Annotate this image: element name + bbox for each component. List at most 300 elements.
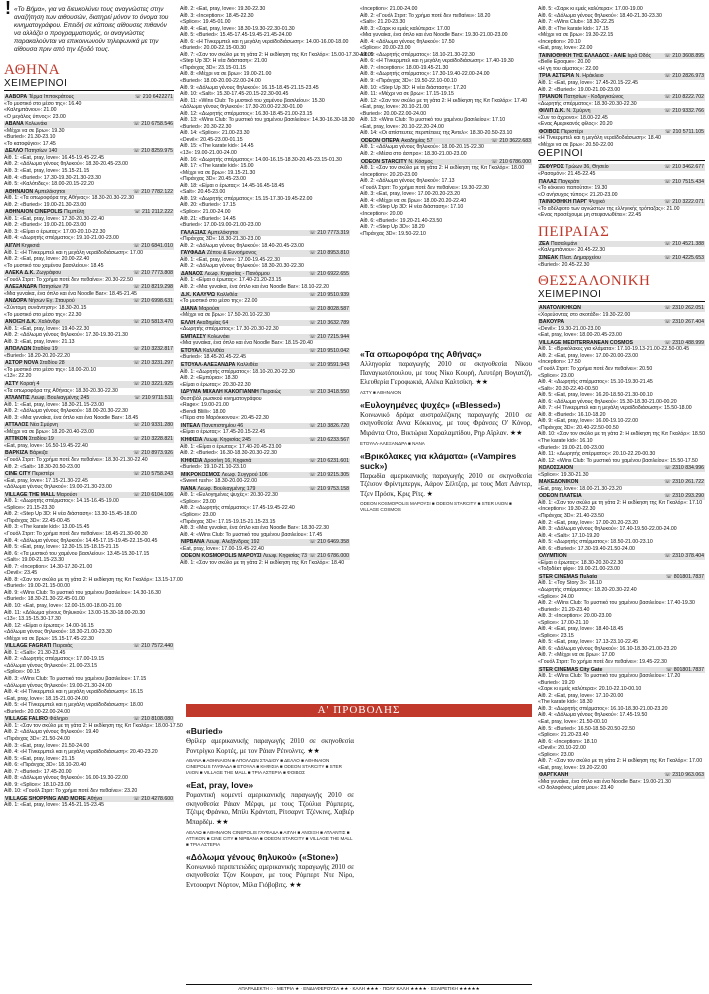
showtime-line: Αίθ. 1: «Σαν τον σκύλο με τη γάτα 2: Η εκδίκηση της Κιτ Γκαλόρ»: 18.00-17.50 <box>4 722 183 729</box>
showtime-line: Αίθ. 5: «Eat, pray, love»: 21.15 <box>4 755 75 762</box>
cinema-name: ΦΙΛΙΠ Δ.Κ. <box>539 108 565 115</box>
cinema-name-group <box>539 493 582 500</box>
cinema-name: ΑΤΛΑΝΤΙΣ <box>5 395 30 402</box>
review-title: «Eat, pray, love» <box>186 780 254 791</box>
showtime-line: Αίθ. 15: «The karate kid»: 14.45 <box>180 143 254 150</box>
cinema-name: ΝΙΡΒΑΝΑ <box>181 539 205 546</box>
cinema-name: ΜΙΚΡΟΚΟΣΜΟΣ <box>181 471 221 478</box>
cinema-name: VILLAGE FALIRO <box>5 716 48 723</box>
showtime-line: «Buried»: 18.00-20.00-22.00-24.00 <box>180 78 261 85</box>
cinema-phone: ☏ 210 3228.821 <box>133 436 173 443</box>
cinema-name-group <box>181 362 258 369</box>
review-body <box>186 738 354 756</box>
showtime-line: Αίθ. 6: «Δόλωμα γένους θηλυκού»: 18.40-21.30-23.30 <box>538 12 662 19</box>
showtime-line: «Πιράνχας 3D»: 21.50-24.00 <box>4 735 70 742</box>
cinema-phone: ☏ 210 5758.243 <box>133 471 173 478</box>
cinema-name: ΖΕΦΥΡΟΣ <box>539 164 564 171</box>
cinema-phone: ☏ 210 3622.683 <box>491 137 531 144</box>
cinema-name-group <box>5 94 74 101</box>
cinema-name-group <box>5 716 68 723</box>
showtime-line: Αίθ. 1: «Salt»: 21.30-23.45 <box>4 649 66 656</box>
showtime-line: Αίθ. 1: «Σαν τον σκύλο με τη γάτα 2: Η εκδίκηση της Κιτ Γκαλόρ»: 17.10 <box>538 499 703 506</box>
review-title: «Ευλογημένες ψυχές» («Blessed») <box>360 399 501 410</box>
showtime-line: «Splice»: 17.00-21.10 <box>538 619 589 626</box>
showtime-line: Αίθ. 5: «Δωρητής σπέρματος»: 18.10-21.30-22.30 <box>360 51 475 58</box>
showtime-line: Αίθ. 4: «Δόλωμα γένους θηλυκού»: 17.50 <box>360 38 455 45</box>
cinema-name-group <box>5 319 60 326</box>
cinema-name: ΑΣΤΥ <box>5 380 19 387</box>
cinema-phone: ☏ 210 4278.600 <box>133 795 173 802</box>
showtime-line: Αίθ. 17: «The karate kid»: 15.00 <box>180 163 254 170</box>
cinema-name-group <box>181 250 256 257</box>
cinema-phone: ☏ 210 3232.817 <box>133 346 173 353</box>
showtime-line: Αίθ. 3: «Δόλωμα γένους θηλυκού»: 17.40-19.50-22.00-24.00 <box>538 526 677 533</box>
review-text: Αλληγορία παραγωγής 2010 σε σκηνοθεσία Νίκου Παναγιωτόπουλου, με τους Νίκο Κουρή, Λευτέρη Βογιατζή, Ελευθερία Γεροφωκιά, Αλέκα Καλτσίκη. <box>360 361 532 387</box>
showtime-line: Αίθ. 2: «Δόλωμα γένους θηλυκού»: 18.00-20.30-22.30 <box>4 408 128 415</box>
showtime-line: «13»: 13.15-15.30-17.30 <box>4 616 61 623</box>
showtime-line: «Γουόλ Στριτ: Το χρήμα ποτέ δεν πεθαίνει»: 18.30-21.30-22.40 <box>4 456 148 463</box>
listings-column-4 <box>538 6 705 991</box>
cinema-phone: ☏ 210 9711.511 <box>134 395 173 402</box>
showtime-line: Αίθ. 1: «Eat, pray, love»: 16.45-19.45-22.45 <box>4 154 104 161</box>
showtime-line: Αίθ. 2: «Eat, pray, love»: 19.30-22.30 <box>180 6 266 12</box>
showtime-line: «Μια γυναίκα, ένα όπλο και ένα Noodle Bar»: 18.45-21.45 <box>4 290 137 297</box>
cinema-name: ODEON ΟΠΕΡΑ <box>361 137 400 144</box>
showtime-line: «Inception»: 20.10 <box>538 38 581 45</box>
cinema-phone: ☏ 210 7215.944 <box>309 333 349 340</box>
showtime-line: Αίθ. 5: «Καλότιδες»: 18.00-20.15-22.20 <box>4 181 94 188</box>
showtime-line: «Δόλωμα γένους θηλυκού»: 19.00-21.30-23.00 <box>4 484 112 491</box>
showtime-line: Αίθ. 1: «Wins Club: Το μυστικό του χαμένου βασιλείου»: 17.20 <box>538 673 681 680</box>
cinema-name: ΝΑΝΑ <box>181 485 196 492</box>
rating-stars: ★★ <box>509 428 523 437</box>
cinema-name: ΑΙΓΛΗ <box>5 243 20 250</box>
showtime-line: Αίθ. 12: «Wins Club: Το μυστικό του χαμένου βασιλείου»: 15.50-17.50 <box>538 457 698 464</box>
cinema-address: Μαρούσι <box>198 305 220 312</box>
showtime-line: Αίθ. 3: «Eat, pray, love»: 17.00-20.20-23.20 <box>360 191 460 198</box>
showtime-line: Αίθ. 5: «Eat, pray, love»: 16.20-18.50-21.30-00.10 <box>538 392 653 399</box>
showtime-line: Αίθ. 2: «Δόλωμα γένους θηλυκού»: 18.30-20.45-23.00 <box>4 161 128 168</box>
cinema-phone: ☏ 211 2112.222 <box>134 209 173 216</box>
showtime-line: «Devil»: 20.45-23.00-01.15 <box>180 136 243 143</box>
showtime-line: «Το μυστικό στο μέσο της»: 18.00-20.10 <box>4 366 97 373</box>
cinema-address: Καλλιθέα <box>236 361 258 368</box>
showtime-line: Αίθ. 2: «Δόλωμα γένους θηλυκού»: 18.30-20.30-22.30 <box>180 263 304 270</box>
showtime-line: «Συν το άχρονο»: 18.00-22.45 <box>538 114 608 121</box>
showtime-line: Αίθ. 4: «Eat, pray, love»: 18.40-18.45 <box>538 626 624 633</box>
cinema-phone: ☏ 2310 834.996 <box>664 465 704 472</box>
cinema-name-group <box>5 422 58 429</box>
cinema-address: Ιερά Οδός <box>627 52 651 59</box>
cinema-name: ΦΟΙΒΟΣ <box>539 128 560 135</box>
showtime-line: Αίθ. 13: «Wins Club: Το μυστικό του χαμένου βασιλείου»: 17.10 <box>360 117 506 124</box>
cinema-address: Περιστέρι <box>561 128 583 135</box>
showtime-line: Αίθ. 10: «Eat, pray, love»: 12.00-15.00-18.00-21.00 <box>4 603 122 610</box>
cinema-name-group <box>181 553 307 560</box>
showtime-line: «Είμαι ο έρωτας»: 20.30-22.30 <box>180 381 251 388</box>
showtime-line: «Μια γυναίκα, ένα όπλο και ένα Noodle Bar»: 18.15-20.40 <box>180 340 313 347</box>
cinema-phone: ☏ 801801.7837 <box>665 573 704 580</box>
cinema-name: ΑΝΟΙΞΗ Δ.Κ. <box>5 319 37 326</box>
cinema-address: Σταδίου 19 <box>28 436 54 443</box>
cinema-address: Αθήνα <box>87 795 103 802</box>
cinema-phone: ☏ 210 5711.105 <box>664 128 704 135</box>
showtime-line: «Δόλωμα γένους θηλυκού»: 17.30-20.00-22.30-01.00 <box>180 104 303 111</box>
cinema-name: STER CINEMAS City Gate <box>539 666 603 673</box>
cinema-phone: ☏ 210 6841.010 <box>133 243 173 250</box>
showtime-line: Αίθ. 11: «Δωρητής σπέρματος»: 20.10-22.20-00.30 <box>538 451 656 458</box>
showtime-line: «Πιράνχας 3D»: 21.40-23.50 <box>538 513 604 519</box>
showtime-line: Αίθ. 7: «Wins Club»: 18.30-22.25 <box>538 19 615 26</box>
cinema-address: Ν. Κόσμος <box>408 158 433 165</box>
cinema-phone: ☏ 210 6233.567 <box>309 437 349 443</box>
showtime-line: «Buried»: 20.45-22.30 <box>538 261 590 268</box>
cinema-address: Λεωφ. Βουλιαγμένης 179 <box>197 485 256 492</box>
showtime-line: Αίθ. 3: «Σαρκ κι εμείς καλύτερα»: 17.00 <box>360 25 451 32</box>
cinema-address: Λεωφ. Συγγρού 106 <box>221 471 268 478</box>
cinema-name-group <box>539 199 605 206</box>
showtime-line: Αίθ. 5: «Η Τίνκερμπελ και η μεγάλη νεραϊδοδιάσωση»: 18.00 <box>4 702 143 709</box>
showtime-line: «Splice»: 24.00 <box>538 593 574 600</box>
cinema-phone: ☏ 210 3462.677 <box>664 164 704 171</box>
showtime-line: Αίθ. 6: «Πιράνχας 3D»: 18.10-20.40 <box>4 762 87 769</box>
showtime-line: Αίθ. 6: «Δόλωμα γένους θηλυκού»: 15.30-18.30-21.00-00.20 <box>538 398 677 405</box>
showtime-line: Αίθ. 2: «Μέσα στο άσπρο»: 18.30-21.00-23.00 <box>360 151 467 158</box>
rating-stars: ★ <box>426 489 433 498</box>
showtime-line: Αίθ. 5: «Eat, pray, love»: 12.30-15.15-18.15-21.15 <box>4 544 119 551</box>
cinema-address: Πατησίων 79 <box>38 284 69 291</box>
cinema-name-group <box>539 255 601 262</box>
showtime-line: Αίθ. 2: «Δόλωμα γένους θηλυκού»: 18.40-20.45-23.00 <box>180 242 304 249</box>
cinema-phone: ☏ 210 5813.470 <box>133 319 173 326</box>
review-cinemas: ΑΣΤΥ ■ ΑΘΗΝΑΙΟΝ <box>360 389 402 395</box>
cinema-phone: ☏ 210 7773.808 <box>133 270 173 277</box>
cinema-phone: ☏ 210 6469.358 <box>309 539 349 546</box>
showtime-line: «Μέχρι να σε βρω»: 20.50-22.00 <box>538 141 614 148</box>
showtime-line: «Μέχρι να σε βρω»: 19.30 <box>4 127 65 134</box>
cinema-name: ΓΑΛΑΞΙΑΣ <box>181 229 207 236</box>
showtime-line: «Ενας προσέχουμε μη στεφανωθέτει»: 22.45 <box>538 212 642 219</box>
cinema-phone: ☏ 210 8222.702 <box>664 94 704 101</box>
cinema-name: ΑΠΟΛΛΩΝ <box>5 346 32 353</box>
cinema-address: Ζωγράφου <box>36 270 62 277</box>
showtime-line: «Η Τίνκερμπελ και η μεγάλη νεραϊδοδιάσωση»: 18.40 <box>538 135 661 142</box>
showtime-line: «Ο ανήσυχος τύπος»: 21.20-23.00 <box>538 191 618 198</box>
cinema-phone: ☏ 2310 963.063 <box>664 772 704 779</box>
cinema-phone: ☏ 210 4521.388 <box>664 240 704 247</box>
showtime-line: Αίθ. 8: «Δωρητής σπέρματος»: 17.30-19.40-22.00-24.00 <box>360 71 490 78</box>
cinema-name-group <box>539 465 573 472</box>
showtime-line: Αίθ. 7: «Buried»: 17.45-20.00 <box>4 768 72 775</box>
review-title: «Τα οπωροφόρα της Αθήνας» <box>360 349 482 359</box>
showtime-line: Αίθ. 4: «Μέχρι να σε βρω»: 18.00-20.20-22.40 <box>360 197 467 204</box>
showtime-line: «Splice»: 23.15 <box>538 632 574 639</box>
showtime-line: Αίθ. 8: «Δόλωμα γένους θηλυκού»: 16.00-19.30-22.00 <box>4 775 128 782</box>
cinema-name: VILLAGE FAGRATI <box>5 643 52 650</box>
cinema-phone: ☏ 210 3231.297 <box>133 360 173 367</box>
showtime-line: Αίθ. 3: «Eat, pray, love»: 15.15-21.15 <box>4 168 90 175</box>
showtime-line: Αίθ. 4: «Η Τίνκερμπελ και η μεγάλη νεραϊδοδιάσωση»: 16.15 <box>4 689 143 696</box>
showtime-line: «Buried»: 18.30-21.30-22.45-01.00 <box>4 596 85 603</box>
showtime-line: «Buried»: 20.30-22.30 <box>180 123 232 130</box>
cinema-name: ΟΛΥΜΠΙΟΝ <box>539 553 567 560</box>
cinema-address: Τρώων 36, Θησείο <box>565 164 609 171</box>
review-body <box>186 864 354 891</box>
cinema-name-group <box>5 436 54 443</box>
cinema-address: Λεωφ. Κηφισίας - Πανόρμου <box>204 270 270 277</box>
cinema-name: ΑΛΕΞΑΝΔΡΑ <box>5 284 38 291</box>
review-body <box>186 792 354 827</box>
cinema-name: ΑΛΕΚΑ Δ.Κ. <box>5 270 35 277</box>
showtime-line: «Salt»: 21.20-23.30 <box>360 19 406 26</box>
premieres-banner: Α' ΠΡΟΒΟΛΗΣ <box>186 704 532 717</box>
showtime-line: Αίθ. 12: «Δωρητής σπέρματος»: 16.30-18.45-21.00-23.15 <box>180 110 313 117</box>
cinema-phone: ☏ 210 8953.810 <box>309 250 349 257</box>
cinema-phone: ☏ 2310 488.999 <box>664 339 704 346</box>
showtime-line: Αίθ. 1: «Eat, pray, love»: 15.45-21.15-23.45 <box>4 802 104 809</box>
cinema-phone: ☏ 801801.7837 <box>665 666 704 673</box>
cinema-phone: ☏ 2310 261.722 <box>664 479 704 486</box>
showtime-line: Αίθ. 3: «The karate kid»: 13.00-15.45 <box>4 524 90 531</box>
showtime-line: Αίθ. 19: «Δωρητής σπέρματος»: 15.15-17.30-19.45-22.00 <box>180 195 313 202</box>
cinema-address: Πατησίων - Κοδριγκτώνος <box>563 94 624 101</box>
showtime-line: «Μια γυναίκα, ένα όπλο και ένα Noodle Bar»: 19.30-21.00-23.00 <box>360 32 508 39</box>
showtime-line: Αίθ. 8: «Buried»: 16.10-18.20 <box>538 411 606 418</box>
review-body <box>360 361 532 388</box>
cinema-name-group <box>539 553 567 560</box>
showtime-line: «Belle Epoque»: 20.00 <box>538 59 591 66</box>
showtime-line: «Rage»: 19.00-21.00 <box>180 402 229 409</box>
cinema-name: CINE CITY <box>5 471 31 478</box>
cinema-name-group <box>181 539 259 546</box>
cinema-phone: ☏ 210 9753.158 <box>309 485 349 492</box>
rating-legend: ΑΠΑΡΑΔΕΚΤΗ ○ · ΜΕΤΡΙΑ ★ · ΕΝΔΙΑΦΕΡΟΥΣΑ ★★ · ΚΑΛΗ ★★★ · ΠΟΛΥ ΚΑΛΗ ★★★★ · ΕΞΑΙΡΕΤΙΚΗ ★★★★★ <box>186 984 532 993</box>
showtime-line: «Μέχρι να σε βρω»: 18.20-20.40-23.00 <box>4 428 94 435</box>
showtime-line: «Buried»: 18.45-20.45-22.45 <box>180 354 247 361</box>
cinema-address: Πλατ. Δημαρχείου <box>559 254 601 261</box>
cinema-address: Ν. Σμύρνη <box>566 108 591 115</box>
cinema-address: Νέα Σμύρνη <box>29 422 58 429</box>
cinema-name: ΑΣΤΟΡ NOVA <box>5 360 39 367</box>
showtime-line: Αίθ. 4: «Wins Club: Το μυστικό του χαμένου βασιλείου»: 17.45 <box>180 531 323 538</box>
cinema-phone: ☏ 210 6422271 <box>134 94 173 100</box>
cinema-address: Πανεπιστημίου 46 <box>201 422 244 429</box>
cinema-name-group <box>5 346 58 353</box>
cinema-name: ΑΝΔΟΡΑ <box>5 298 27 305</box>
showtime-line: Αίθ. 3: «Inception»: 18.45-22.30 <box>180 12 254 19</box>
cinema-phone: ☏ 210 3221.925 <box>133 380 173 387</box>
showtime-line: Αίθ. 1: «Eat, pray, love»: 18.30-21.15-23.00 <box>4 401 104 408</box>
cinema-address: Καλλιθέα <box>203 347 225 354</box>
season-heading: ΧΕΙΜΕΡΙΝΟΙ <box>538 289 705 302</box>
showtime-line: «Buried»: 20.00-22.00-24.00 <box>360 110 427 117</box>
showtime-line: «Τα οπωροφόρα της Αθήνας»: 18.30-20.30-22.30 <box>4 387 118 394</box>
showtime-line: Αίθ. 4: «Δωρητής σπέρματος»: 19.10-21.00-23.00 <box>4 235 119 242</box>
city-heading: ΘΕΣΣΑΛΟΝΙΚΗ <box>538 273 651 290</box>
showtime-line: Αίθ. 1: «Δόλωμα γένους θηλυκού»: 18.00-20.15-22.30 <box>360 144 484 151</box>
cinema-phone: ☏ 210 7782.122 <box>133 188 173 195</box>
showtime-line: «Το κόκκινο παπούτσι»: 19.30 <box>538 185 608 192</box>
cinema-phone: ☏ 210 8108.080 <box>133 716 173 723</box>
showtime-line: Αίθ. 6: «Η Τίνκερμπελ και η μεγάλη νεραϊδοδιάσωση»: 14.00-16.00-18.00 <box>180 38 349 45</box>
showtime-line: «Buried»: 19.00-21.15-00.00 <box>4 583 71 590</box>
showtime-line: Αίθ. 2: «Γουόλ Στριτ: Το χρήμα ποτέ δεν πεθαίνει»: 18.20 <box>360 12 491 19</box>
showtime-line: Αίθ. 9: «Eat, pray, love»: 16.00-19.10-22.00 <box>538 418 638 425</box>
cinema-name-group <box>5 643 73 650</box>
showtime-line: Αίθ. 1: «Η Τίνκερμπελ και η μεγάλη νεραϊδοδιάσωση»: 17.00 <box>4 249 143 256</box>
cinema-address: Τέρμα Ιπποκράτους <box>28 94 75 100</box>
cinema-name: ΚΗΦΙΣΙΑ <box>181 457 203 464</box>
cinema-name-group <box>5 381 39 388</box>
showtime-line: «Eat, pray, love»: 17.00-19.45-22.40 <box>180 545 264 552</box>
showtime-line: Αίθ. 10: «Step Up 3D: Η νέα διάσταση»: 17.20 <box>360 84 467 91</box>
showtime-line: «Splice»: 23.00 <box>538 372 574 379</box>
showtime-line: «13»: 19.00-21.00-24.00 <box>180 150 237 157</box>
showtime-line: «Δόλωμα γένους θηλυκού»: 21.00-23.15 <box>4 662 98 669</box>
cinema-name: ΑΘΗΝΑΙΟΝ <box>5 188 34 195</box>
showtime-line: Αίθ. 5: «Δωρητής σπέρματος»: 18.50-21.00-23.10 <box>538 539 653 546</box>
showtime-line: «Bendi Bliili»: 18.00 <box>180 408 226 415</box>
showtime-line: «Inception»: 20.00 <box>360 210 403 217</box>
cinema-address: Δροσίνη 16, Κηφισιά <box>203 457 252 464</box>
showtime-line: «Buried»: 21.30-23.10 <box>4 134 56 141</box>
showtime-line: Αίθ. 2: «Eat, pray, love»: 17.00-20.20-23.20 <box>538 519 638 526</box>
showtime-line: «Το μυστικό στο μέσο της»: 22.30 <box>4 311 82 318</box>
review-title: «Buried» <box>186 726 223 736</box>
cinema-header <box>180 553 350 560</box>
review-text: Ρομαντική κομεντί αμερικανικής παραγωγής 2010 σε σκηνοθεσία Ράιαν Μέρφι, με τους Τζούλια Ρόμπερτς, Τζέιμς Φράνκο, Μπίλι Κράνταπ, Ρίτσαρντ Τζένκινς, Χαβιέρ Μπαρδέμ. <box>186 792 354 826</box>
showtime-line: Αίθ. 4: «Δωρητής σπέρματος»: 15.10-19.30-21.45 <box>538 379 653 386</box>
review-text: Κοινωνικό περιπετειώδες αμερικανικής παραγωγής 2010 σε σκηνοθεσία Τζον Κουραν, με τους Ρόμπερτ Ντε Νίρο, Εντουαρντ Νόρτον, Μίλα Γιόβοβιτς. <box>186 863 354 889</box>
cinema-name: ΤΑΙΝΙΟΘΗΚΗ ΤΗΣ ΕΛΛΑΔΟΣ - ΑΑΙΕ <box>539 52 627 59</box>
showtime-line: Αίθ. 6: «Τα μυστικό του χαμένου βασιλείου»: 13.45-15.30-17.15 <box>4 550 150 557</box>
showtime-line: «Ο μεγάλος ύπνος»: 23.00 <box>4 113 66 120</box>
cinema-name: ΒΑΚΟΥΡΑ <box>539 319 565 326</box>
showtime-line: «Buried»: 20.00-22.15-00.30 <box>180 45 247 52</box>
showtime-line: Αίθ. 2: «Eat, pray, love»: 20.00-22.40 <box>4 256 90 263</box>
cinema-name: ΔΑΝΑΟΣ <box>181 270 203 277</box>
showtime-line: Αίθ. 14: «Οι απίστευτες περιπέτειες της Άντελ»: 18.30-20.50-23.10 <box>360 130 513 137</box>
cinema-phone: ☏ 210 9510.042 <box>309 347 349 354</box>
cinema-address: Λεωφ. Αλεξάνδρας 192 <box>206 539 260 546</box>
cinema-phone: ☏ 210 6758.546 <box>133 121 173 128</box>
showtime-line: «Μέχρι να σε βρω»: 17.50-20.10-22.30 <box>180 312 270 319</box>
review-body <box>360 473 532 500</box>
showtime-line: Αίθ. 6: «Η Τίνκερμπελ και η μεγάλη νεραϊδοδιάσωση»: 17.40-19.30 <box>360 58 514 65</box>
showtime-line: Αίθ. 3: «Eat, pray, love»: 21.13 <box>4 338 75 345</box>
cinema-name: ΕΛΛΗ <box>181 319 196 326</box>
showtime-line: «Splice»: 20.00-23.00 <box>360 45 411 52</box>
cinema-name-group <box>5 471 54 478</box>
showtime-line: Αίθ. 2: «Δωρητής σπέρματος»: 17.00-19.15 <box>4 656 105 663</box>
showtime-line: Αίθ. 5: «Eat, pray, love»: 17.13-23.10-22.45 <box>538 639 638 646</box>
cinema-name: ODEON ΠΛΑΤΕΙΑ <box>539 493 582 500</box>
showtime-line: Αίθ. 7: «Η Τίνκερμπελ και η μεγάλη νεραϊδοδιάσωση»: 15.50-18.00 <box>538 405 692 412</box>
cinema-name-group <box>5 284 68 291</box>
cinema-address: Φάληρο <box>49 716 68 723</box>
cinema-address: Σταδίου 19 <box>32 346 58 353</box>
showtime-line: Αίθ. 3: «Μια γυναίκα, ένα όπλο και ένα Noodle Bar»: 18.45 <box>4 414 139 421</box>
showtime-line: Αίθ. 2: «Δόλωμα γένους θηλυκού»: 17.30-19.30-21.30 <box>4 332 128 339</box>
cinema-phone: ☏ 210 8973.926 <box>133 450 173 457</box>
cinema-phone: ☏ 210 2826.973 <box>664 73 704 80</box>
cinema-phone: ☏ 210 8028.587 <box>309 305 349 312</box>
showtime-line: «Πιράνχας 3D»: 20.40-22.50-00.50 <box>538 424 619 431</box>
showtime-line: Αίθ. 9: «Splice»: 18.10-23.00 <box>4 781 71 788</box>
showtime-line: Αίθ. 1: «Τα οπωροφόρα της Αθήνας»: 18.30-20.30-22.30 <box>4 195 134 202</box>
review-cinemas: ΕΤΟΥΑΛ-ΑΛΕΞΑΝΔΡΑ ■ ΝΑΝΑ <box>360 440 425 446</box>
showtime-line: «Salt»: 20.45-23.00 <box>180 189 226 196</box>
cinema-phone: ☏ 210 9332.766 <box>664 108 704 115</box>
cinema-name-group <box>539 94 624 101</box>
premieres-left <box>186 722 354 890</box>
showtime-line: Αίθ. 9: «Πιράνχας 3D»: 19.50-22.10-00.10 <box>360 78 457 85</box>
showtime-line: «Το μυστικό στο μέσο της»: 16.40 <box>4 100 82 107</box>
showtime-line: «Το αδέλφοτο των αγνώστων της ελληνικής τρόπαζας»: 21.00 <box>538 205 680 212</box>
showtime-line: «Splice»: 00.15 <box>4 669 40 676</box>
cinema-phone: ☏ 210 3632.789 <box>309 319 349 326</box>
cinema-phone: ☏ 210 8259.975 <box>133 148 173 155</box>
showtime-line: «Eat, pray, love»: 18.15-21.00-24.00 <box>4 695 88 702</box>
cinema-name-group <box>181 437 251 444</box>
showtime-line: Αίθ. 2: «Buried»: 19.00-21.00-23.00 <box>4 222 87 229</box>
cinema-address: Κηφισιά <box>21 243 40 250</box>
showtime-line: Αίθ. 14: «Splice»: 21.00-23.30 <box>180 130 250 137</box>
cinema-name: ODEON KOSMOPOLIS ΜΑΡΟΥΣΙ <box>181 553 262 560</box>
cinema-name: ΦΑΡΓΚΑΝΗ <box>539 772 569 779</box>
cinema-address: Κολωνάκι <box>207 333 230 340</box>
showtime-line: Αίθ. 4: «Δόλωμα γένους θηλυκού»: 17.45-19.50 <box>538 712 648 719</box>
showtime-line: Αίθ. 1: «Eat, pray, love»: 17.30-20.30-22.40 <box>4 215 104 222</box>
showtime-line: «Buried»: 19.00-21.00-23.00 <box>538 444 605 451</box>
showtime-line: «Δόλωμα γένους θηλυκού»: 19.00-21.30-24.00 <box>4 682 112 689</box>
showtime-line: «13»: 22.20 <box>4 373 32 380</box>
cinema-phone: ☏ 210 6786.000 <box>491 158 531 165</box>
cinema-phone: ☏ 210 3418.550 <box>309 389 349 396</box>
listings-column-2 <box>180 6 374 706</box>
showtime-line: «Γουόλ Στριτ: Το χρήμα ποτέ δεν πεθαίνει»: 19.45-22.30 <box>538 659 667 666</box>
showtime-line: Αίθ. 2: «Eat, pray, love»: 17.00-20.00-23.00 <box>538 352 638 359</box>
cinema-address: Πασαλιμάνι <box>550 240 578 247</box>
cinema-name: ΚΟΛΟΣΣΑΙΟΝ <box>539 465 573 472</box>
rating-stars: ★★ <box>307 746 320 755</box>
showtime-line: «Inception»: 20.20-23.00 <box>360 171 418 178</box>
cinema-address: Ζέπου & Ευνοήμονος <box>206 250 257 257</box>
cinema-name: STER CINEMAS Πυλαία <box>539 573 598 580</box>
showtime-line: «Splice»: 19.30-21.30 <box>538 471 589 478</box>
showtime-line: Αίθ. 1: «Δωρητής σπέρματος»: 18.10-20.20-22.30 <box>180 368 295 375</box>
showtime-line: Αίθ. 2: «Μια γυναίκα, ένα όπλο και ένα Noodle Bar»: 18.10-22.20 <box>180 283 329 290</box>
showtime-line: «Χορεύοντας στο σκοτάδι»: 19.30-22.00 <box>538 311 631 318</box>
cinema-name-group <box>539 319 564 326</box>
showtime-line: Αίθ. 5: «Σαρκ κι εμείς καλύτερα»: 17.00-19.00 <box>538 6 643 12</box>
listings-column-3 <box>360 6 532 346</box>
showtime-line: Αίθ. 4: «Δόλωμα γένους θηλυκού»: 14.45-17.15-19.45-22.15-00.45 <box>4 537 158 544</box>
showtime-line: Αίθ. 7: «Inception»: 14.30-17.30-21.00 <box>4 563 93 570</box>
listings-column-1 <box>4 6 183 991</box>
showtime-line: Αίθ. 8: «Σαν τον σκύλο με τη γάτα 2: Η εκδίκηση της Κιτ Γκαλόρ»: 13.15-17.00 <box>4 576 183 583</box>
showtime-line: Αίθ. 1: «Eat, pray, love»: 19.40-22.30 <box>4 325 90 332</box>
showtime-line: Αίθ. 6: «Inception»: 18.10 <box>538 738 597 745</box>
showtime-line: «Δωρητής σπέρματος»: 17.30-20.30-22.30 <box>180 326 279 333</box>
cinema-name: ΤΡΙΑ ΑΣΤΕΡΙΑ <box>539 73 575 80</box>
showtime-line: «Είμαι ο έρωτας»: 17.45-20.15-22.45 <box>180 429 266 436</box>
cinema-name: ΕΤΟΥΑΛ <box>181 347 202 354</box>
showtime-line: «Πιράνχας 3D»: 23.15-01.15 <box>180 64 246 71</box>
showtime-line: Αίθ. 7: «Σαν τον σκύλο με τη γάτα 2: Η εκδίκηση της Κιτ Γκαλόρ»: 17.00 <box>538 758 703 765</box>
showtime-line: Αίθ. 3: «Eat, pray, love»: 21.50-24.00 <box>4 742 90 749</box>
showtime-line: Αίθ. 2: «Δόλωμα γένους θηλυκού»: 17.13 <box>360 178 455 185</box>
